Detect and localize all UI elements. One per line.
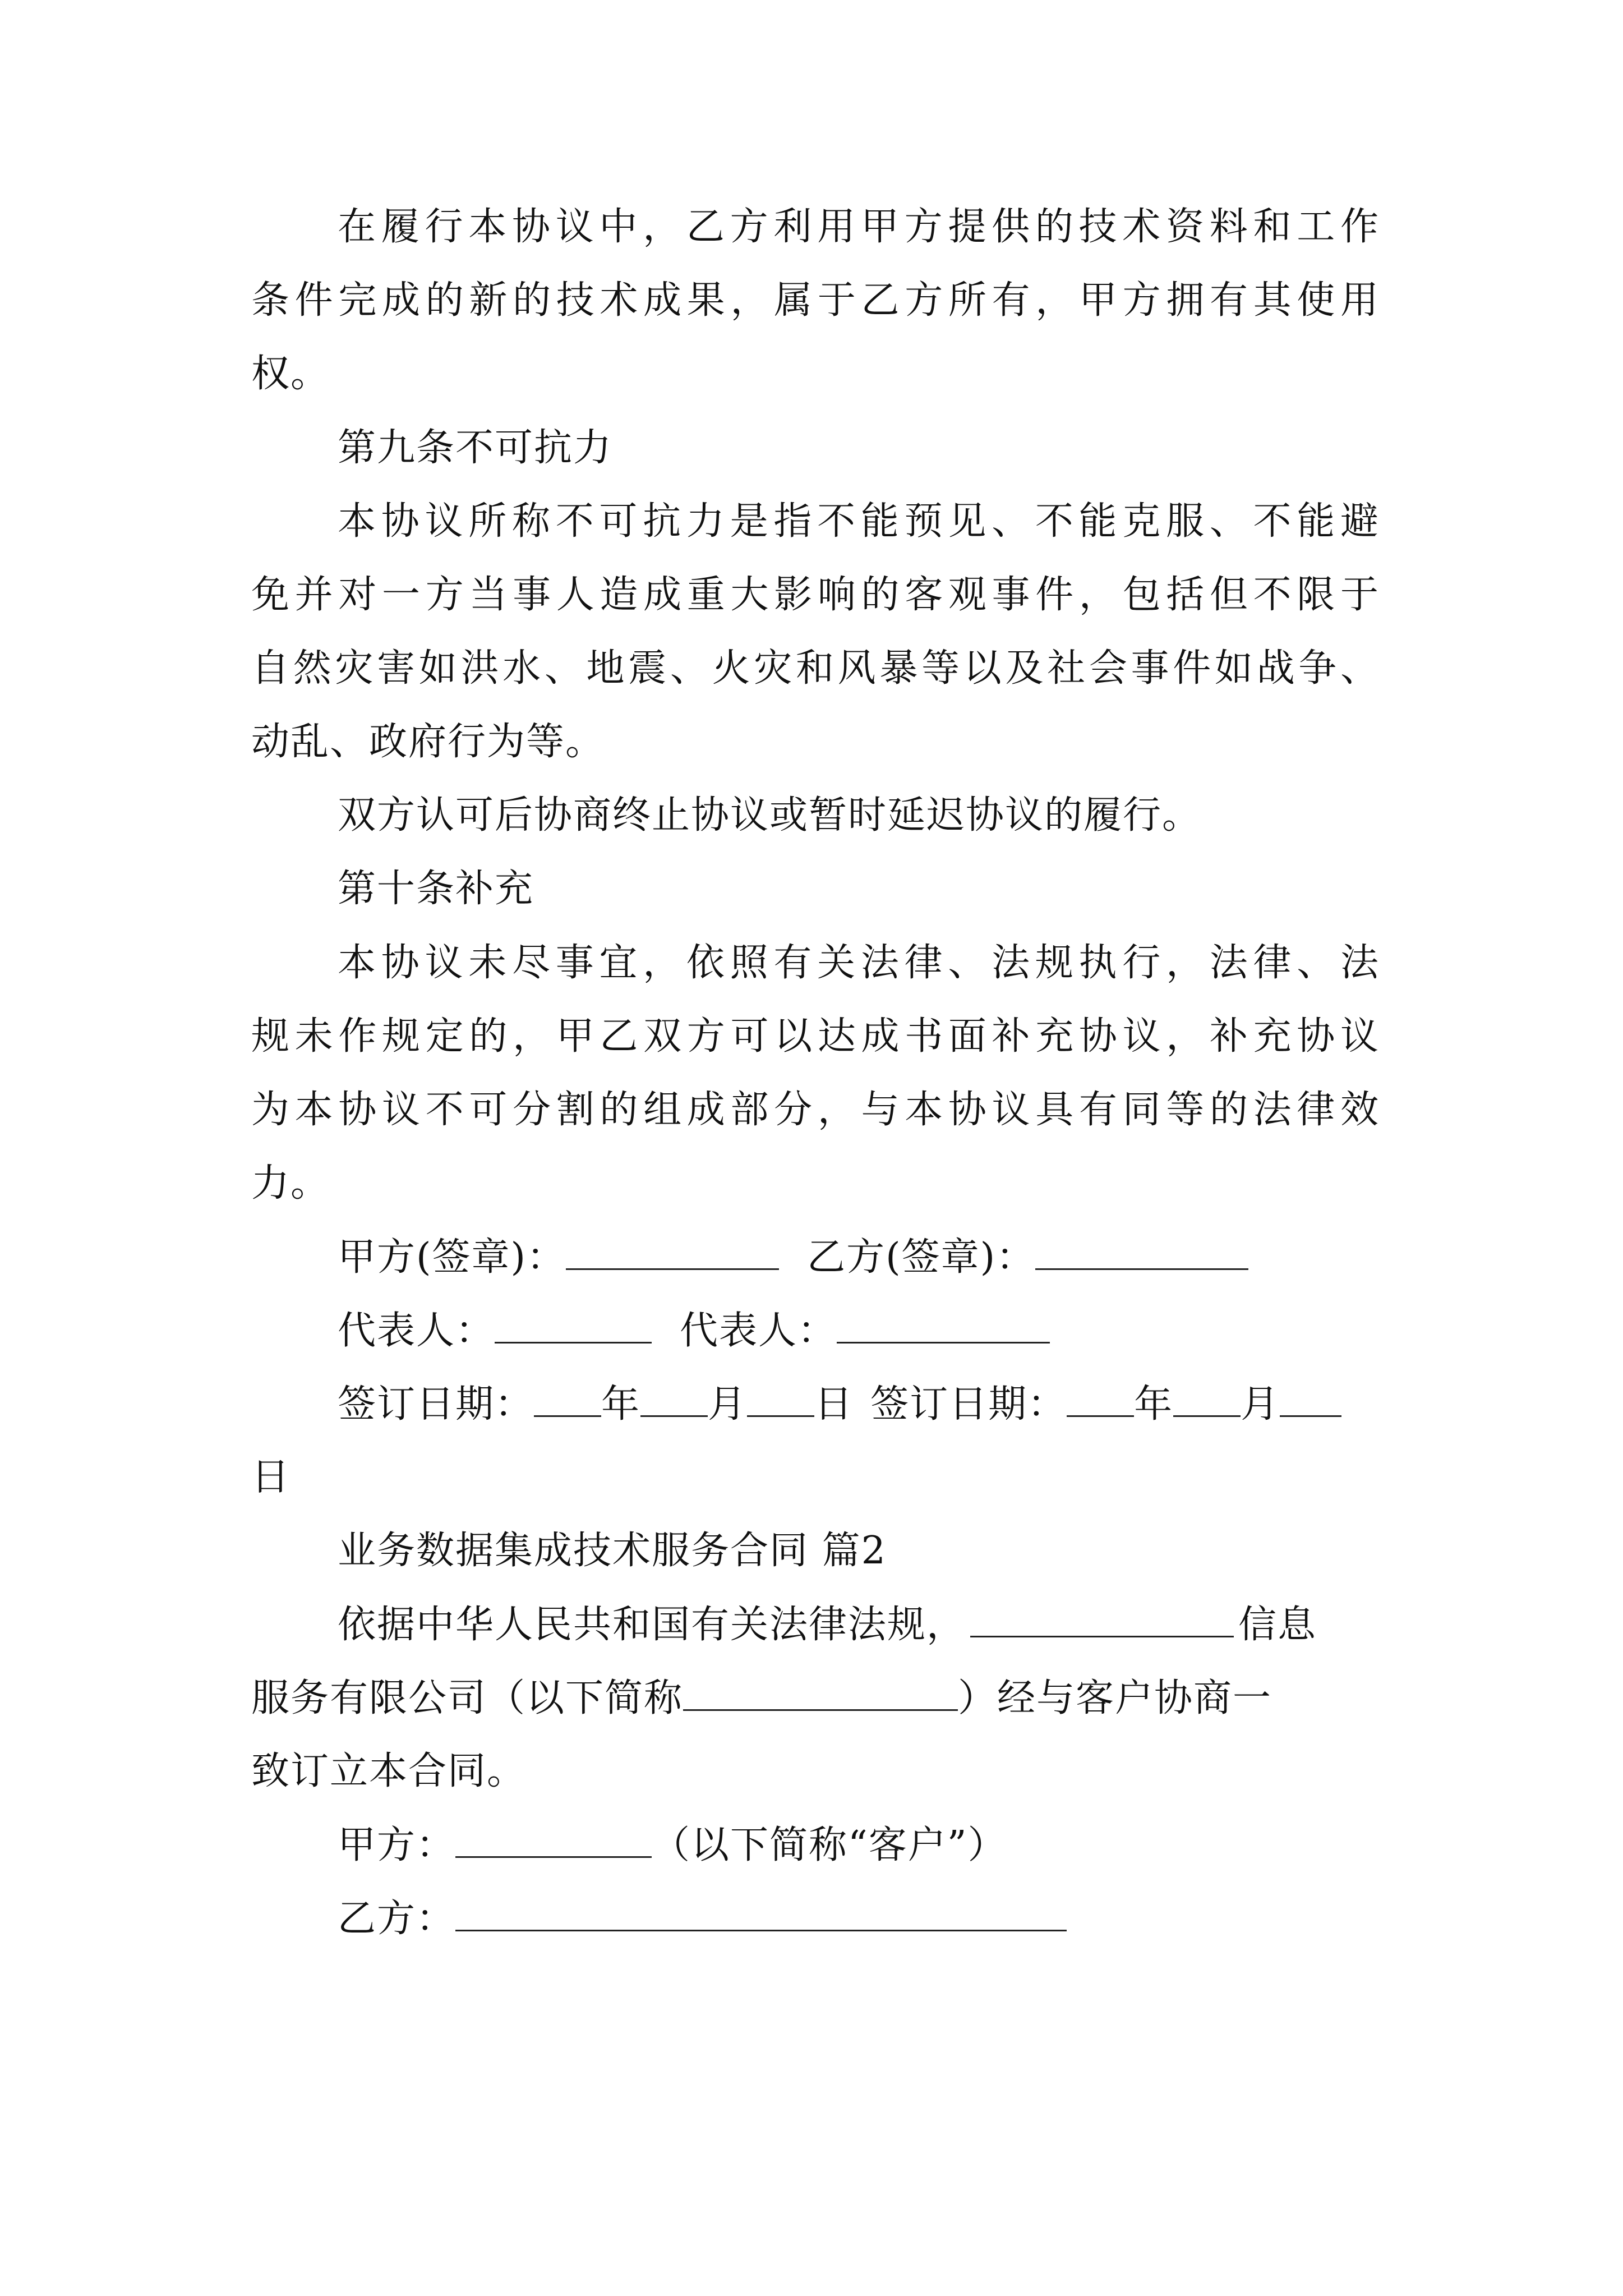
company-name-blank bbox=[970, 1596, 1234, 1637]
paragraph-line: 规未作规定的，甲乙双方可以达成书面补充协议，补充协议 bbox=[251, 1014, 1380, 1059]
date-a-day: 日 bbox=[814, 1382, 854, 1427]
abbrev-text: 服务有限公司（以下简称 bbox=[251, 1676, 684, 1720]
paragraph-line bbox=[251, 1670, 1380, 1727]
rep-b-blank bbox=[837, 1303, 1050, 1343]
party-b-line bbox=[338, 1890, 1067, 1947]
article-heading: 第九条不可抗力 bbox=[338, 426, 613, 470]
signature-line-parties bbox=[338, 1229, 1248, 1286]
date-b-month: 月 bbox=[1241, 1382, 1280, 1427]
abbrev-blank bbox=[683, 1670, 958, 1711]
party-a-sign-label: 甲方(签章)： bbox=[338, 1235, 566, 1280]
paragraph-line: 条件完成的新的技术成果，属于乙方所有，甲方拥有其使用 bbox=[251, 278, 1380, 323]
signature-line-representatives bbox=[338, 1303, 1050, 1359]
date-b-month-blank bbox=[1173, 1376, 1241, 1417]
intro-text-tail: 信息 bbox=[1238, 1603, 1317, 1647]
rep-a-label: 代表人： bbox=[338, 1309, 495, 1353]
signature-line-dates bbox=[338, 1376, 1380, 1433]
rep-b-label: 代表人： bbox=[680, 1309, 837, 1353]
date-b-label: 签订日期： bbox=[870, 1382, 1067, 1427]
date-a-month-blank bbox=[640, 1376, 708, 1417]
rep-a-blank bbox=[495, 1303, 652, 1343]
paragraph-line: 权。 bbox=[251, 352, 330, 396]
party-a-blank bbox=[455, 1817, 652, 1858]
date-a-label: 签订日期： bbox=[338, 1382, 534, 1427]
paragraph-line: 在履行本协议中，乙方利用甲方提供的技术资料和工作 bbox=[338, 205, 1380, 249]
party-b-label: 乙方： bbox=[338, 1897, 456, 1941]
date-b-year: 年 bbox=[1134, 1382, 1174, 1427]
abbrev-text-tail: ）经与客户协商一 bbox=[958, 1676, 1272, 1720]
date-a-day-blank bbox=[747, 1376, 814, 1417]
paragraph-line: 本协议所称不可抗力是指不能预见、不能克服、不能避 bbox=[338, 499, 1380, 544]
paragraph-line: 免并对一方当事人造成重大影响的客观事件，包括但不限于 bbox=[251, 573, 1380, 617]
party-b-blank bbox=[455, 1890, 1067, 1931]
party-b-sign-blank bbox=[1035, 1229, 1248, 1270]
article-heading: 第十条补充 bbox=[338, 867, 534, 911]
paragraph-line: 动乱、政府行为等。 bbox=[251, 720, 605, 764]
intro-text: 依据中华人民共和国有关法律法规， bbox=[338, 1603, 966, 1647]
party-a-line bbox=[338, 1817, 1007, 1874]
section-title: 业务数据集成技术服务合同 篇2 bbox=[338, 1529, 887, 1573]
paragraph-line: 自然灾害如洪水、地震、火灾和风暴等以及社会事件如战争、 bbox=[251, 646, 1380, 691]
paragraph-line: 力。 bbox=[251, 1161, 330, 1205]
party-a-sign-blank bbox=[566, 1229, 779, 1270]
date-a-year: 年 bbox=[601, 1382, 641, 1427]
paragraph-line bbox=[338, 1596, 1380, 1653]
paragraph-line: 致订立本合同。 bbox=[251, 1749, 527, 1793]
paragraph-line: 为本协议不可分割的组成部分，与本协议具有同等的法律效 bbox=[251, 1088, 1380, 1132]
paragraph-line: 双方认可后协商终止协议或暂时延迟协议的履行。 bbox=[338, 793, 1202, 838]
party-b-sign-label: 乙方(签章)： bbox=[807, 1235, 1036, 1280]
date-a-month: 月 bbox=[708, 1382, 748, 1427]
party-a-note: （以下简称“客户”） bbox=[652, 1823, 1007, 1867]
date-a-year-blank bbox=[534, 1376, 601, 1417]
date-b-day-blank bbox=[1280, 1376, 1341, 1417]
date-b-year-blank bbox=[1067, 1376, 1134, 1417]
date-b-day: 日 bbox=[251, 1455, 291, 1499]
party-a-label: 甲方： bbox=[338, 1823, 456, 1867]
paragraph-line: 本协议未尽事宜，依照有关法律、法规执行，法律、法 bbox=[338, 941, 1380, 985]
